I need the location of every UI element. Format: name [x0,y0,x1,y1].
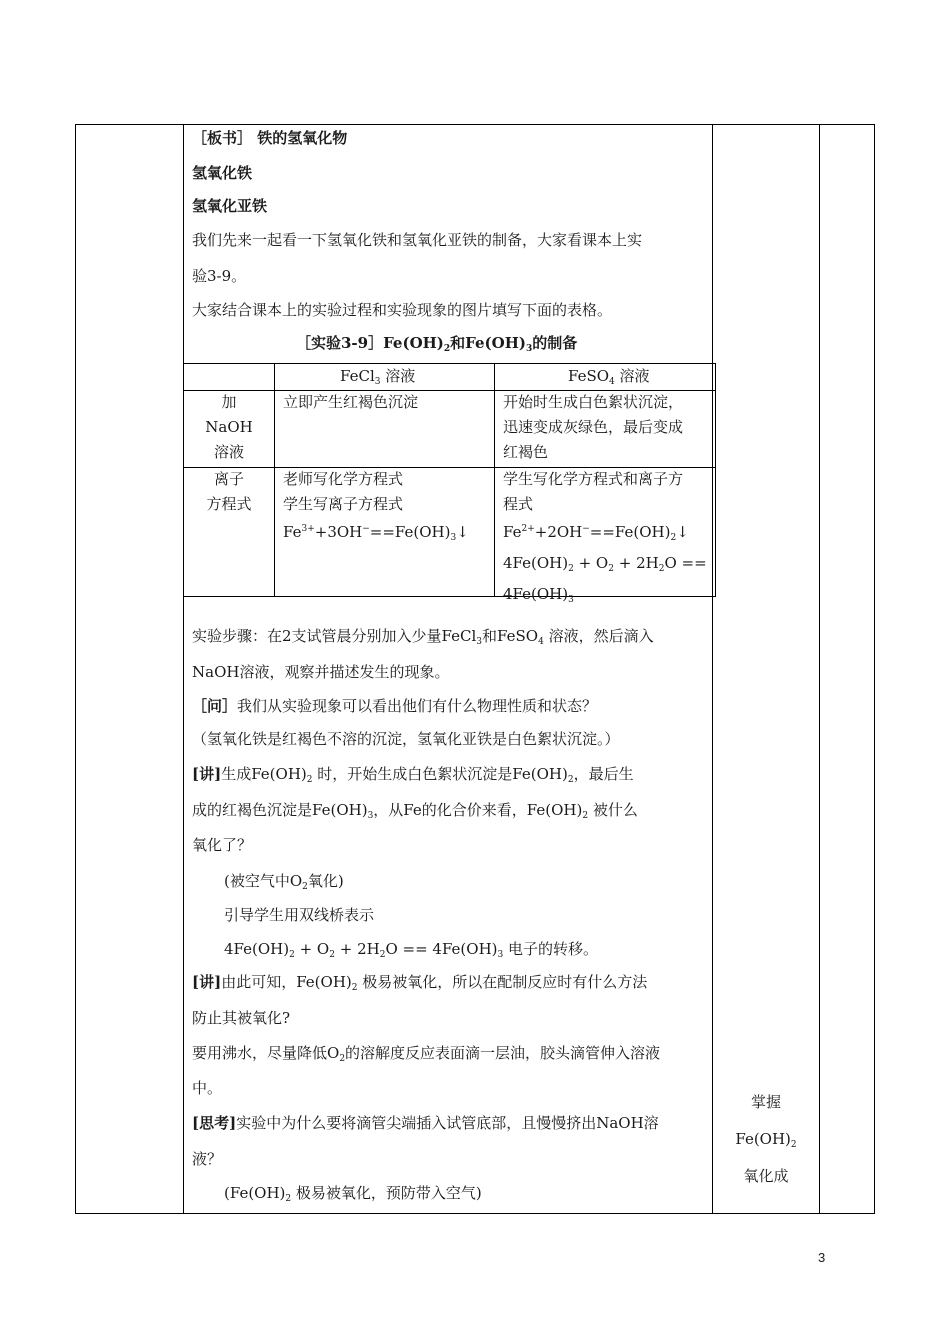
guide-line: 引导学生用双线桥表示 [224,906,375,924]
step-line-1: 实验步骤：在2支试管晨分别加入少量FeCl$_3$和FeSO$_4$ 溶液，然后滴入 [192,627,654,647]
objective-line-3: 氧化成 [743,1167,789,1185]
think-answer: ($Fe(OH)_2$ 极易被氧化，预防带入空气) [224,1184,482,1204]
lecture-line-1: [讲]生成$Fe(OH)_2$ 时，开始生成白色絮状沉淀是$Fe(OH)_2$，最后生 [192,765,634,785]
air-oxidation: (被空气中$O_2$氧化) [224,872,344,892]
row-head-line: NaOH [205,418,253,436]
equation-note: 程式 [503,495,534,513]
electron-transfer-equation: $4Fe(OH)_2 + O_2 + 2H_2O == 4Fe(OH)_3$ 电子的转移。 [224,940,599,960]
step-line-2: NaOH溶液，观察并描述发生的现象。 [192,663,450,681]
lecture-line-3: 氧化了？ [192,836,253,854]
boil-line-2: 中。 [192,1079,223,1097]
question-answer: （氢氧化铁是红褐色不溶的沉淀，氢氧化亚铁是白色絮状沉淀。） [192,730,620,748]
discussion [192,0,712,1344]
objective-line-2: $Fe(OH)_2$ [735,1130,797,1150]
think-line-2: 液？ [192,1150,223,1168]
board-heading: ［板书］ 铁的氢氧化物 [192,129,348,147]
fecl3-observation: 立即产生红褐色沉淀 [283,393,419,411]
column-divider [712,125,713,1213]
lecture-line-5: 防止其被氧化? [192,1009,291,1027]
oxidation-equation: $4Fe(OH)_2 + O_2 + 2H_2O$ == [503,554,707,574]
intro-line-2: 验3-9。 [192,267,247,285]
intro-line-1: 我们先来一起看一下氢氧化铁和氢氧化亚铁的制备，大家看课本上实 [192,231,643,249]
question-line: ［问］我们从实验现象可以看出他们有什么物理性质和状态？ [192,697,598,715]
observation-line: 红褐色 [503,443,549,461]
intro-line-3: 大家结合课本上的实验过程和实验现象的图片填写下面的表格。 [192,301,613,319]
oxidation-product: $4Fe(OH)_3$ [503,585,574,605]
think-line-1: [思考]实验中为什么要将滴管尖端插入试管底部，且慢慢挤出NaOH溶 [192,1114,659,1132]
objective-line-1: 掌握 [750,1093,781,1111]
heading-ferric-hydroxide: 氢氧化铁 [192,164,253,182]
lecture-line-2: 成的红褐色沉淀是$Fe(OH)_3$，从Fe的化合价来看，$Fe(OH)_2$ 被什么 [192,801,638,821]
observation-line: 开始时生成白色絮状沉淀， [503,393,684,411]
row-head-line: 溶液 [213,443,244,461]
equation-note: 学生写化学方程式和离子方 [503,470,684,488]
column-divider [183,125,184,1213]
feso4-ionic-equation: $Fe^{2+}+2OH^-==Fe(OH)_2↓$ [503,523,689,543]
observation-line: 迅速变成灰绿色，最后变成 [503,418,684,436]
lecture-line-4: [讲]由此可知，$Fe(OH)_2$ 极易被氧化，所以在配制反应时有什么方法 [192,973,648,993]
page-number: 3 [818,1250,826,1265]
header-feso4: FeSO$_4$ 溶液 [568,367,650,387]
fecl3-ionic-equation: $Fe^{3+}+3OH^-==Fe(OH)_3↓$ [283,523,469,543]
equation-note: 老师写化学方程式 [283,470,404,488]
equation-note: 学生写离子方程式 [283,495,404,513]
heading-ferrous-hydroxide: 氢氧化亚铁 [192,197,268,215]
row-head-line: 离子 [213,470,244,488]
column-divider [819,125,820,1213]
row-head-line: 加 [221,393,237,411]
row-head-line: 方程式 [206,495,252,513]
experiment-title: ［实验$3-9]Fe(OH)_2$和$Fe(OH)_3$的制备 [296,334,578,354]
boil-line-1: 要用沸水，尽量降低$O_2$的溶解度反应表面滴一层油，胶头滴管伸入溶液 [192,1044,661,1064]
header-fecl3: FeCl$_3$ 溶液 [340,367,416,387]
